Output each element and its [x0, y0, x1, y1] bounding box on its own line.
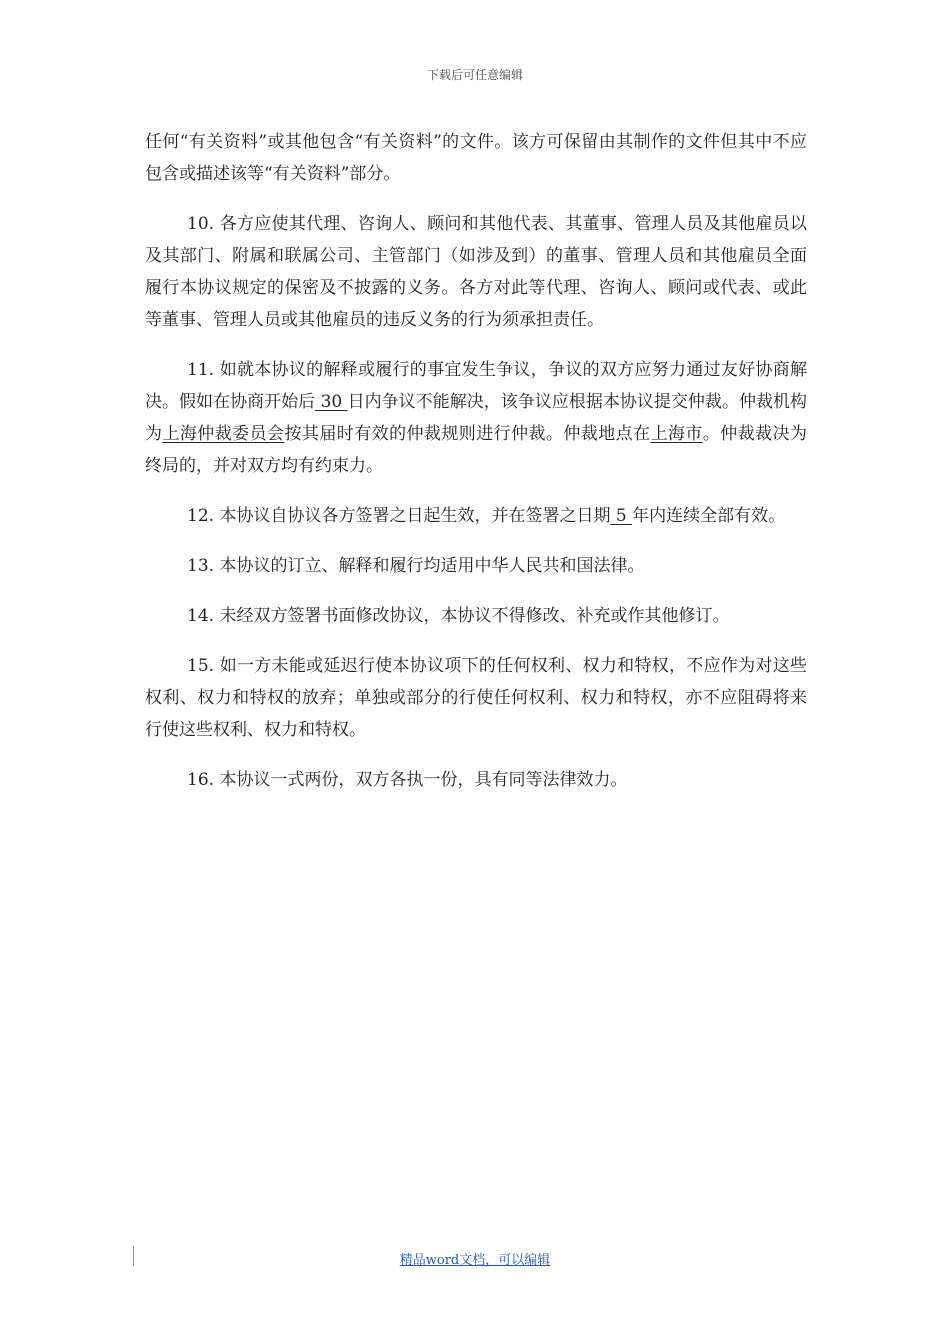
paragraph-continuation: 任何“有关资料”或其他包含“有关资料”的文件。该方可保留由其制作的文件但其中不应包含或描述该等“有关资料”部分。: [145, 132, 807, 184]
clause-14: 14. 未经双方签署书面修改协议，本协议不得修改、补充或作其他修订。: [187, 606, 730, 626]
dispute-days-field: 30: [315, 392, 348, 412]
arbitration-place-field: 上海市: [650, 424, 703, 444]
clause-15: 15. 如一方未能或延迟行使本协议项下的任何权利、权力和特权，不应作为对这些权利、权力和特权的放弃；单独或部分的行使任何权利、权力和特权，亦不应阻碍将来行使这些权利、权力和特权。: [145, 656, 807, 740]
clause-11-text-a: 11. 如就本协议的解释或履行的事宜发生争议，争议的双方应努力通过友好协商解决。假如在协商开始后: [145, 360, 807, 412]
clause-16: 16. 本协议一式两份，双方各执一份，具有同等法律效力。: [187, 770, 628, 790]
clause-10: 10. 各方应使其代理、咨询人、顾问和其他代表、其董事、管理人员及其他雇员以及其部门、附属和联属公司、主管部门（如涉及到）的董事、管理人员和其他雇员全面履行本协议规定的保密及不披露的义务。各方对此等代理、咨询人、顾问或代表、或此等董事、管理人员或其他雇员的违反义务的行为须承担责任。: [145, 214, 807, 330]
clause-11-text-c: 按其届时有效的仲裁规则进行仲裁。仲裁地点在: [284, 424, 651, 444]
footer-link[interactable]: 精品word文档，可以编辑: [399, 1253, 551, 1268]
document-body: [145, 126, 807, 814]
clause-12-text-a: 12. 本协议自协议各方签署之日起生效，并在签署之日期: [187, 506, 611, 526]
validity-years-field: 5: [610, 506, 633, 526]
page-footer: [0, 1249, 950, 1268]
clause-11-text-b: 日内争议不能解决，该争议应根据本协议提交仲裁。仲裁机构为: [145, 392, 807, 444]
clause-13: 13. 本协议的订立、解释和履行均适用中华人民共和国法律。: [187, 556, 645, 576]
page-header: 下载后可任意编辑: [426, 68, 523, 82]
arbitration-institution-field: 上海仲裁委员会: [162, 424, 285, 444]
clause-12-text-b: 年内连续全部有效。: [632, 506, 786, 526]
clause-11-text-d: 。仲裁裁决为终局的，并对双方均有约束力。: [145, 424, 808, 476]
clause-12: [145, 500, 807, 532]
clause-11: [145, 354, 807, 482]
